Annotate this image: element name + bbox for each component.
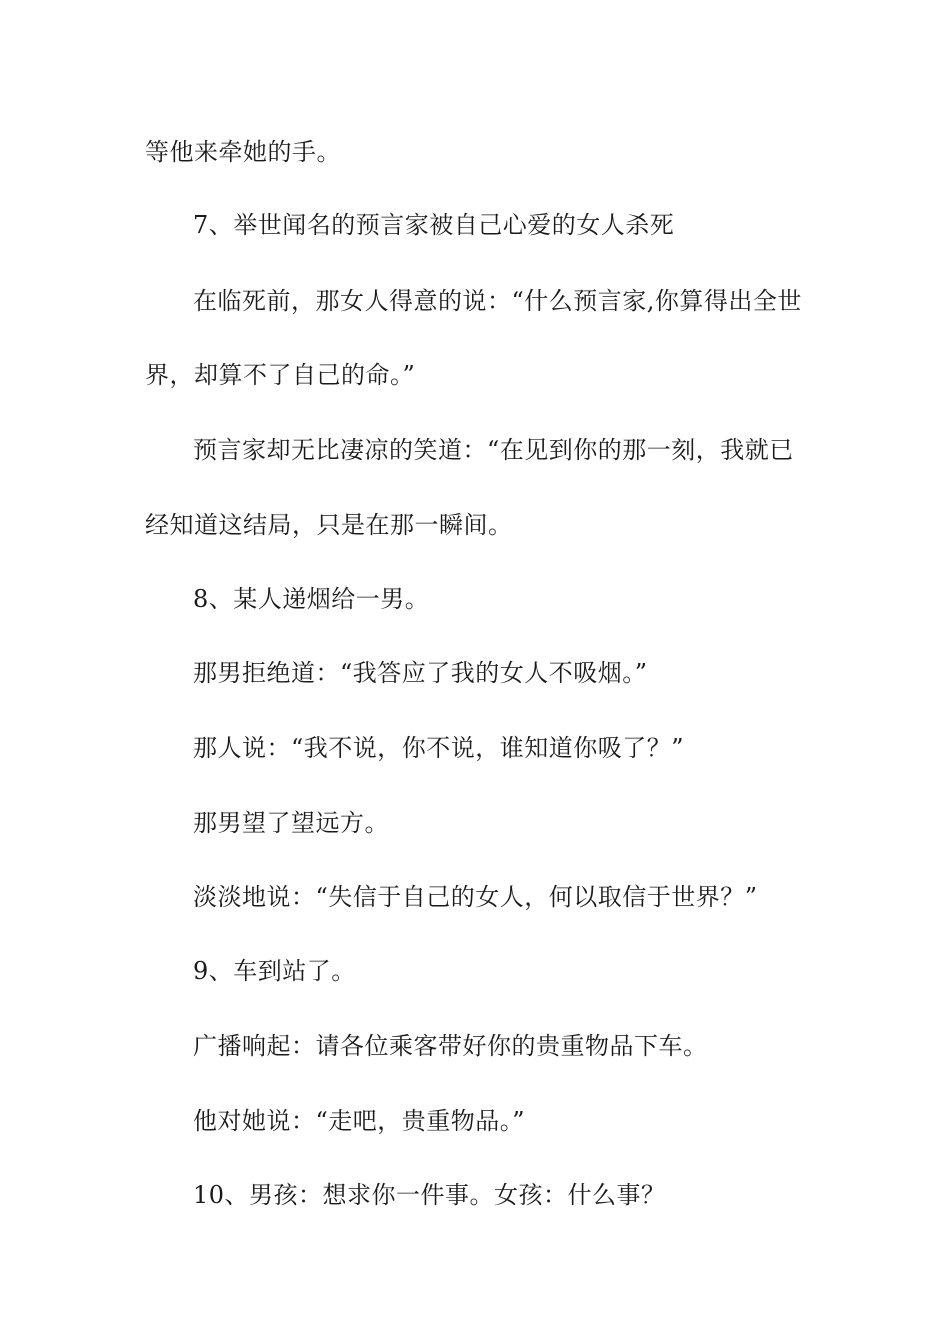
text-line: 在临死前，那女人得意的说：“什么预言家,你算得出全世 — [193, 287, 802, 315]
section-heading-9: 9、车到站了。 — [193, 957, 356, 985]
section-heading-10: 10、男孩：想求你一件事。女孩：什么事？ — [193, 1181, 666, 1209]
text-line: 经知道这结局，只是在那一瞬间。 — [145, 511, 513, 539]
text-line: 预言家却无比凄凉的笑道：“在见到你的那一刻，我就已 — [193, 436, 794, 464]
text-line: 那男望了望远方。 — [193, 809, 389, 837]
text-line: 他对她说：“走吧，贵重物品。” — [193, 1107, 526, 1135]
text-line: 那男拒绝道：“我答应了我的女人不吸烟。” — [193, 659, 648, 687]
text-line: 淡淡地说：“失信于自己的女人，何以取信于世界？” — [193, 883, 758, 911]
section-heading-8: 8、某人递烟给一男。 — [193, 585, 430, 613]
text-line: 界，却算不了自己的命。” — [145, 361, 416, 389]
section-heading-7: 7、举世闻名的预言家被自己心爱的女人杀死 — [193, 211, 675, 239]
text-line: 广播响起：请各位乘客带好你的贵重物品下车。 — [193, 1032, 708, 1060]
text-line: 那人说：“我不说，你不说，谁知道你吸了？” — [193, 734, 685, 762]
text-line: 等他来牵她的手。 — [145, 138, 341, 166]
